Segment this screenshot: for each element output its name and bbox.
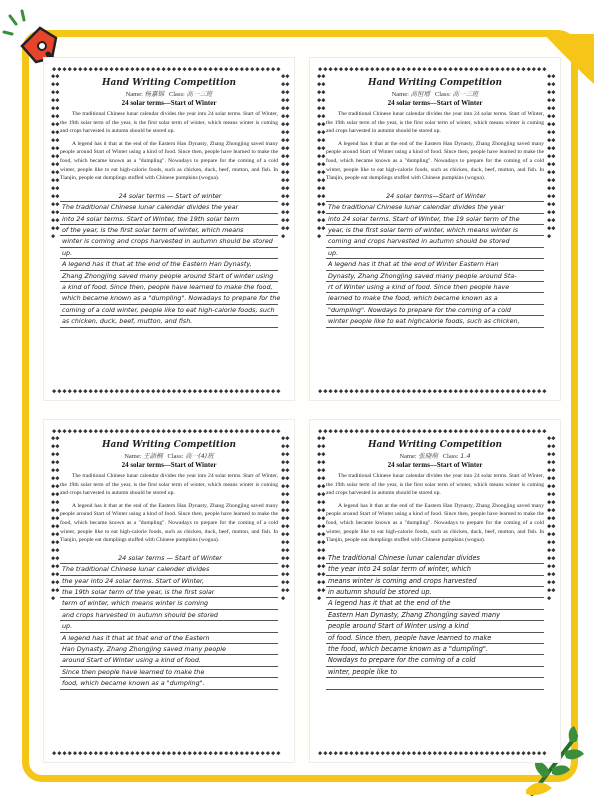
name-class-line: Name: 高恒增 Class: 高一三班 xyxy=(391,90,479,98)
printed-paragraph-1: The traditional Chinese lunar calendar divides the year into 24 solar terms. Start of Winter, the 19th solar term of the year, is the first solar term of winter, which means winter is coming and crops harvested in autumn should be stored up. xyxy=(60,111,278,135)
border-zigzag: ◆︎◆︎◆︎◆︎◆︎◆︎◆︎◆︎◆︎◆︎◆︎◆︎◆︎◆︎◆︎◆︎◆︎◆︎◆︎◆︎◆︎◆︎◆︎◆︎◆︎◆︎◆︎◆︎◆︎◆︎◆︎◆︎◆︎◆︎◆︎◆︎◆︎◆︎◆︎◆︎◆︎◆︎◆︎◆︎ xyxy=(318,65,548,73)
name-class-line: Name: 杨嘉锦 Class: 高一三班 xyxy=(125,90,213,98)
student-name: 高恒增 xyxy=(410,90,431,98)
handwritten-line: around Start of Winter using a kind of food. xyxy=(60,655,278,666)
worksheet-1 xyxy=(44,58,294,400)
handwritten-line: into 24 solar terms. Start of Winter, the 19 solar term of the xyxy=(326,214,544,225)
student-class: 高一三班 xyxy=(186,90,213,98)
handwritten-line: means winter is coming and crops harvested xyxy=(326,576,544,587)
handwritten-line: 24 solar terms — Start of Winter xyxy=(60,553,278,564)
handwritten-line: winter is coming and crops harvested in autumn should be stored xyxy=(60,236,278,247)
handwritten-line: into 24 solar terms. Start of Winter, the 19th solar term xyxy=(60,214,278,225)
printed-paragraph-2: A legend has it that at the end of the Eastern Han Dynasty, Zhang Zhongjing saved many people around Start of Winter using a kind of food. Since then, people have learned to make the food, which became known as a "dumpling". Nowadays to prepare for the coming of a cold winter, people like to eat high-calorie foods, such as chicken, duck, beef, mutton, and fish. In Tianjin, people eat dumplings stuffed with Chinese pumpkins (wogua). xyxy=(60,502,278,544)
handwritten-line: Since then people have learned to make the xyxy=(60,667,278,678)
handwritten-line: winter, people like to xyxy=(326,667,544,678)
competition-title: Hand Writing Competition xyxy=(367,78,503,88)
handwritten-line: the year into 24 solar term of winter, which xyxy=(326,564,544,575)
handwritten-line: Zhang Zhongjing saved many people around Start of winter using xyxy=(60,271,278,282)
handwritten-line: of food. Since then, people have learned to make xyxy=(326,633,544,644)
handwritten-line: Eastern Han Dynasty, Zhang Zhongjing saved many xyxy=(326,610,544,621)
border-zigzag: ◆︎◆︎◆︎◆︎◆︎◆︎◆︎◆︎◆︎◆︎◆︎◆︎◆︎◆︎◆︎◆︎◆︎◆︎◆︎◆︎◆︎◆︎◆︎◆︎◆︎◆︎◆︎◆︎◆︎◆︎◆︎◆︎◆︎◆︎◆︎◆︎◆︎◆︎◆︎◆︎◆︎ xyxy=(281,72,290,240)
border-zigzag: ◆︎◆︎◆︎◆︎◆︎◆︎◆︎◆︎◆︎◆︎◆︎◆︎◆︎◆︎◆︎◆︎◆︎◆︎◆︎◆︎◆︎◆︎◆︎◆︎◆︎◆︎◆︎◆︎◆︎◆︎◆︎◆︎◆︎◆︎◆︎◆︎◆︎◆︎◆︎◆︎◆︎◆︎◆︎◆︎ xyxy=(318,427,548,435)
name-class-line: Name: 张晓萌 Class: 1.4 xyxy=(399,452,471,460)
handwriting-area xyxy=(326,553,544,690)
text-title: 24 solar terms—Start of Winter xyxy=(121,461,217,469)
handwritten-line: and crops harvested in autumn should be stored xyxy=(60,610,278,621)
handwritten-line: Dynasty, Zhang Zhongjing saved many people around Sta- xyxy=(326,271,544,282)
handwritten-line: coming and crops harvested in autumn should be stored xyxy=(326,236,544,247)
student-class: 高一(4)班 xyxy=(185,452,214,460)
student-name: 张晓萌 xyxy=(418,452,438,460)
handwritten-line: up. xyxy=(326,248,544,259)
border-zigzag: ◆︎◆︎◆︎◆︎◆︎◆︎◆︎◆︎◆︎◆︎◆︎◆︎◆︎◆︎◆︎◆︎◆︎◆︎◆︎◆︎◆︎◆︎◆︎◆︎◆︎◆︎◆︎◆︎◆︎◆︎◆︎◆︎◆︎◆︎◆︎◆︎◆︎◆︎◆︎◆︎◆︎◆︎◆︎◆︎ xyxy=(52,749,282,757)
name-class-line: Name: 王語桐 Class: 高一(4)班 xyxy=(124,452,214,460)
printed-paragraph-2: A legend has it that at the end of the Eastern Han Dynasty, Zhang Zhongjing saved many people around Start of Winter using a kind of food. Since then, people have learned to make the food, which became known as a "dumpling". Nowadays to prepare for the coming of a cold winter, people like to eat high-calorie foods, such as chicken, duck, beef, mutton, and fish. In Tianjin, people eat dumplings stuffed with Chinese pumpkins (wogua). xyxy=(326,140,544,182)
border-zigzag: ◆︎◆︎◆︎◆︎◆︎◆︎◆︎◆︎◆︎◆︎◆︎◆︎◆︎◆︎◆︎◆︎◆︎◆︎◆︎◆︎◆︎◆︎◆︎◆︎◆︎◆︎◆︎◆︎◆︎◆︎◆︎◆︎◆︎◆︎◆︎◆︎◆︎◆︎◆︎◆︎◆︎ xyxy=(317,434,326,602)
handwritten-line: A legend has it that at that end of the Eastern xyxy=(60,633,278,644)
border-zigzag: ◆︎◆︎◆︎◆︎◆︎◆︎◆︎◆︎◆︎◆︎◆︎◆︎◆︎◆︎◆︎◆︎◆︎◆︎◆︎◆︎◆︎◆︎◆︎◆︎◆︎◆︎◆︎◆︎◆︎◆︎◆︎◆︎◆︎◆︎◆︎◆︎◆︎◆︎◆︎◆︎◆︎◆︎◆︎◆︎ xyxy=(52,387,282,395)
printed-paragraph-2: A legend has it that at the end of the Eastern Han Dynasty, Zhang Zhongjing saved many people around Start of Winter using a kind of food. Since then, people have learned to make the food, which became known as a "dumpling". Nowadays to prepare for the coming of a cold winter, people like to eat high-calorie foods, such as chicken, duck, beef, mutton, and fish. In Tianjin, people eat dumplings stuffed with Chinese pumpkins (wogua). xyxy=(60,140,278,182)
competition-title: Hand Writing Competition xyxy=(367,440,503,450)
handwritten-line: the food, which became known as a "dumpling". xyxy=(326,644,544,655)
competition-title: Hand Writing Competition xyxy=(101,440,237,450)
handwritten-line: The traditional Chinese lunar calendar divides the year xyxy=(326,202,544,213)
handwriting-area xyxy=(326,191,544,328)
handwritten-line: the 19th solar term of the year, is the first solar xyxy=(60,587,278,598)
border-zigzag: ◆︎◆︎◆︎◆︎◆︎◆︎◆︎◆︎◆︎◆︎◆︎◆︎◆︎◆︎◆︎◆︎◆︎◆︎◆︎◆︎◆︎◆︎◆︎◆︎◆︎◆︎◆︎◆︎◆︎◆︎◆︎◆︎◆︎◆︎◆︎◆︎◆︎◆︎◆︎◆︎◆︎◆︎◆︎◆︎ xyxy=(318,387,548,395)
border-zigzag: ◆︎◆︎◆︎◆︎◆︎◆︎◆︎◆︎◆︎◆︎◆︎◆︎◆︎◆︎◆︎◆︎◆︎◆︎◆︎◆︎◆︎◆︎◆︎◆︎◆︎◆︎◆︎◆︎◆︎◆︎◆︎◆︎◆︎◆︎◆︎◆︎◆︎◆︎◆︎◆︎◆︎◆︎◆︎◆︎ xyxy=(52,427,282,435)
handwritten-line xyxy=(326,678,544,689)
border-zigzag: ◆︎◆︎◆︎◆︎◆︎◆︎◆︎◆︎◆︎◆︎◆︎◆︎◆︎◆︎◆︎◆︎◆︎◆︎◆︎◆︎◆︎◆︎◆︎◆︎◆︎◆︎◆︎◆︎◆︎◆︎◆︎◆︎◆︎◆︎◆︎◆︎◆︎◆︎◆︎◆︎◆︎ xyxy=(547,434,556,602)
handwritten-line: The traditional Chinese lunar calendar divides xyxy=(326,553,544,564)
handwriting-area xyxy=(60,191,281,328)
student-class: 1.4 xyxy=(460,452,471,460)
student-name: 王語桐 xyxy=(143,452,163,460)
worksheet-4 xyxy=(310,420,560,762)
competition-title: Hand Writing Competition xyxy=(101,78,237,88)
student-class: 高一三班 xyxy=(452,90,479,98)
handwritten-line: learned to make the food, which became known as a xyxy=(326,293,544,304)
handwritten-line: rt of Winter using a kind of food. Since then people have xyxy=(326,282,544,293)
handwritten-line: of the year, is the first solar term of winter, which means xyxy=(60,225,278,236)
handwritten-line: the year into 24 solar terms. Start of Winter, xyxy=(60,576,278,587)
border-zigzag: ◆︎◆︎◆︎◆︎◆︎◆︎◆︎◆︎◆︎◆︎◆︎◆︎◆︎◆︎◆︎◆︎◆︎◆︎◆︎◆︎◆︎◆︎◆︎◆︎◆︎◆︎◆︎◆︎◆︎◆︎◆︎◆︎◆︎◆︎◆︎◆︎◆︎◆︎◆︎◆︎◆︎◆︎◆︎◆︎ xyxy=(52,65,282,73)
handwritten-line: The traditional Chinese lunar calender divides xyxy=(60,564,278,575)
handwriting-area xyxy=(60,553,278,690)
handwritten-line: winter people like to eat highcalorie foods, such as chicken, xyxy=(326,316,544,327)
handwritten-line: up. xyxy=(60,248,278,259)
text-title: 24 solar terms—Start of Winter xyxy=(387,461,483,469)
handwritten-line: A legend has it that at the end of the xyxy=(326,598,544,609)
text-title: 24 solar terms—Start of Winter xyxy=(387,99,483,107)
handwritten-line: which became known as a "dumpling". Nowadays to prepare for the xyxy=(60,293,278,304)
border-zigzag: ◆︎◆︎◆︎◆︎◆︎◆︎◆︎◆︎◆︎◆︎◆︎◆︎◆︎◆︎◆︎◆︎◆︎◆︎◆︎◆︎◆︎◆︎◆︎◆︎◆︎◆︎◆︎◆︎◆︎◆︎◆︎◆︎◆︎◆︎◆︎◆︎◆︎◆︎◆︎◆︎◆︎ xyxy=(547,72,556,240)
handwritten-line: coming of a cold winter, people like to eat high-calorie foods, such xyxy=(60,305,278,316)
printed-paragraph-1: The traditional Chinese lunar calendar divides the year into 24 solar terms. Start of Winter, the 19th solar term of the year, is the first solar term of winter, which means winter is coming and crops harvested in autumn should be stored up. xyxy=(60,473,278,497)
handwritten-line: "dumpling". Nowdays to prepare for the coming of a cold xyxy=(326,305,544,316)
handwritten-line: A legend has it that at the end of the Eastern Han Dynasty, xyxy=(60,259,278,270)
border-zigzag: ◆︎◆︎◆︎◆︎◆︎◆︎◆︎◆︎◆︎◆︎◆︎◆︎◆︎◆︎◆︎◆︎◆︎◆︎◆︎◆︎◆︎◆︎◆︎◆︎◆︎◆︎◆︎◆︎◆︎◆︎◆︎◆︎◆︎◆︎◆︎◆︎◆︎◆︎◆︎◆︎◆︎ xyxy=(51,72,60,240)
handwritten-line: Nowdays to prepare for the coming of a cold xyxy=(326,655,544,666)
handwritten-line: as chicken, duck, beef, mutton, and fish. xyxy=(60,316,278,327)
border-zigzag: ◆︎◆︎◆︎◆︎◆︎◆︎◆︎◆︎◆︎◆︎◆︎◆︎◆︎◆︎◆︎◆︎◆︎◆︎◆︎◆︎◆︎◆︎◆︎◆︎◆︎◆︎◆︎◆︎◆︎◆︎◆︎◆︎◆︎◆︎◆︎◆︎◆︎◆︎◆︎◆︎◆︎ xyxy=(317,72,326,240)
border-zigzag: ◆︎◆︎◆︎◆︎◆︎◆︎◆︎◆︎◆︎◆︎◆︎◆︎◆︎◆︎◆︎◆︎◆︎◆︎◆︎◆︎◆︎◆︎◆︎◆︎◆︎◆︎◆︎◆︎◆︎◆︎◆︎◆︎◆︎◆︎◆︎◆︎◆︎◆︎◆︎◆︎◆︎◆︎◆︎◆︎ xyxy=(318,749,548,757)
student-name: 杨嘉锦 xyxy=(144,90,165,98)
handwritten-line: The traditional Chinese lunar calendar divides the year xyxy=(60,202,278,213)
handwritten-line: food, which became known as a "dumpling". xyxy=(60,678,278,689)
handwritten-line: in autumn should be stored up. xyxy=(326,587,544,598)
handwritten-line: up. xyxy=(60,621,278,632)
printed-paragraph-1: The traditional Chinese lunar calendar divides the year into 24 solar terms. Start of Winter, the 19th solar term of the year, is the first solar term of winter, which means winter is coming and crops harvested in autumn should be stored up. xyxy=(326,111,544,135)
text-title: 24 solar terms—Start of Winter xyxy=(121,99,217,107)
border-zigzag: ◆︎◆︎◆︎◆︎◆︎◆︎◆︎◆︎◆︎◆︎◆︎◆︎◆︎◆︎◆︎◆︎◆︎◆︎◆︎◆︎◆︎◆︎◆︎◆︎◆︎◆︎◆︎◆︎◆︎◆︎◆︎◆︎◆︎◆︎◆︎◆︎◆︎◆︎◆︎◆︎◆︎ xyxy=(281,434,290,602)
handwritten-line: people around Start of Winter using a kind xyxy=(326,621,544,632)
printed-paragraph-1: The traditional Chinese lunar calendar divides the year into 24 solar terms. Start of Winter, the 19th solar term of the year, is the first solar term of winter, which means winter is coming and crops harvested in autumn should be stored up. xyxy=(326,473,544,497)
handwritten-line: A legend has it that at the end of Winter Eastern Han xyxy=(326,259,544,270)
border-zigzag: ◆︎◆︎◆︎◆︎◆︎◆︎◆︎◆︎◆︎◆︎◆︎◆︎◆︎◆︎◆︎◆︎◆︎◆︎◆︎◆︎◆︎◆︎◆︎◆︎◆︎◆︎◆︎◆︎◆︎◆︎◆︎◆︎◆︎◆︎◆︎◆︎◆︎◆︎◆︎◆︎◆︎ xyxy=(51,434,60,602)
handwritten-line: 24 solar terms — Start of winter xyxy=(60,191,278,202)
handwritten-line: term of winter, which means winter is coming xyxy=(60,598,278,609)
handwritten-line: 24 solar terms—Start of Winter xyxy=(326,191,544,202)
worksheet-3 xyxy=(44,420,294,762)
handwritten-line: a kind of food. Since then, people have learned to make the food, xyxy=(60,282,278,293)
printed-paragraph-2: A legend has it that at the end of the Eastern Han Dynasty, Zhang Zhongjing saved many people around Start of Winter using a kind of food. Since then, people have learned to make the food, which became known as a "dumpling". Nowadays to prepare for the coming of a cold winter, people like to eat high-calorie foods, such as chicken, duck, beef, mutton, and fish. In Tianjin, people eat dumplings stuffed with Chinese pumpkins (wogua). xyxy=(326,502,544,544)
handwritten-line: Han Dynasty, Zhang Zhongjing saved many people xyxy=(60,644,278,655)
worksheet-2 xyxy=(310,58,560,400)
handwritten-line: year, is the first solar term of winter, which means winter is xyxy=(326,225,544,236)
